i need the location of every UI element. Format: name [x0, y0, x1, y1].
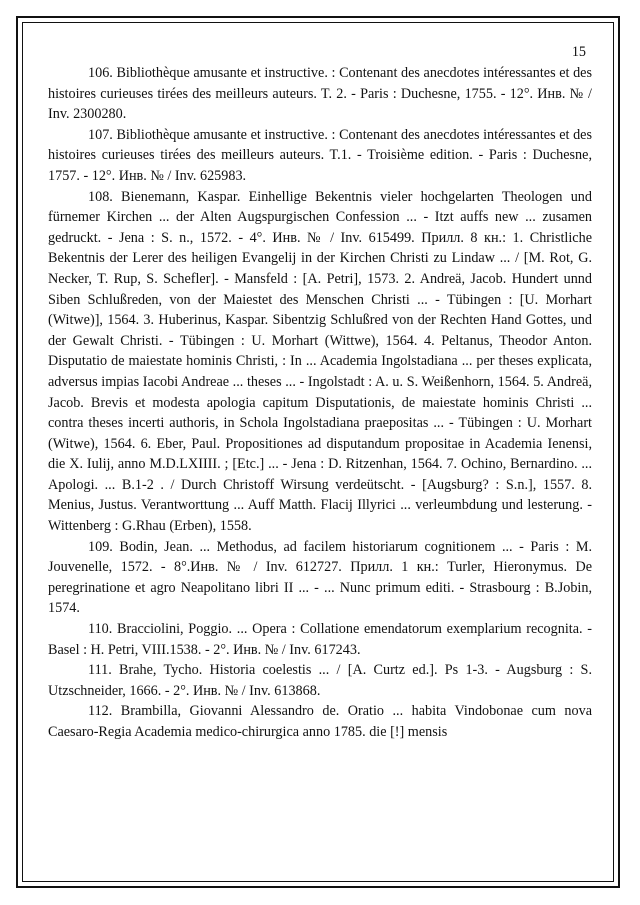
catalog-entry-110: 110. Bracciolini, Poggio. ... Opera : Collatione emendatorum exemplarium recognita. - Basel : H. Petri, VIII.1538. - 2°. Инв. № / Inv. 617243.: [48, 621, 592, 658]
catalog-entry-112: 112. Brambilla, Giovanni Alessandro de. Oratio ... habita Vindobonae cum nova Caesaro-Regia Academia medico-chirurgica anno 1785. die [!] mensis: [48, 703, 592, 740]
catalog-entry-109: 109. Bodin, Jean. ... Methodus, ad facilem historiarum cognitionem ... - Paris : M. Jouvenelle, 1572. - 8°.Инв. № / Inv. 612727. Прилл. 1 кн.: Turler, Hieronymus. De peregrinatione et agro Neapolitano libri II ... - ... Nunc primum editi. - Strasbourg : B.Jobin, 1574.: [48, 538, 592, 617]
catalog-entry-107: 107. Bibliothèque amusante et instructive. : Contenant des anecdotes intéressantes et des histoires curieuses tirées des meilleurs auteurs. T.1. - Troisième edition. - Paris : Duchesne, 1757. - 12°. Инв. № / Inv. 625983.: [48, 126, 592, 184]
page-content: [48, 42, 592, 743]
catalog-entry-108: 108. Bienemann, Kaspar. Einhellige Bekentnis vieler hochgelarten Theologen und fürnemer Kirchen ... der Alten Augspurgischen Confession ... - Itzt auffs new ... zusamen gedruckt. - Jena : S. n., 1572. - 4°. Инв. № / Inv. 615499. Прилл. 8 кн.: 1. Christliche Bekentnis der Lerer des heiligen Evangelij in der Kirchen Christi zu Lindaw ... / [M. Rot, G. Necker, T. Rup, S. Schefler]. - Mansfeld : [A. Petri], 1573. 2. Andreä, Jacob. Hundert unnd Siben Schlußreden, von der Maiestet des Menschen Christi ... - Tübingen : [U. Morhart (Witwe)], 1564. 3. Huberinus, Kaspar. Sibentzig Schlußred von der Rechten Hand Gottes, und der Gewalt Christi. - Tübingen : U. Morhart (Wittwe), 1564. 4. Peltanus, Theodor Anton. Disputatio de maiestate hominis Christi, : In ... Academia Ingolstadiana ... per theses explicata, adversus impias Iacobi Andreae ... theses ... - Ingolstadt : A. u. S. Weißenhorn, 1564. 5. Andreä, Jacob. Brevis et modesta apologia capitum Disputationis, de maiestate hominis Christi ... contra theses incerti authoris, in Schola Ingolstadiana praepositas ... - Tübingen : U. Morhart (Witwe), 1564. 6. Eber, Paul. Propositiones ad disputandum propositae in Academia Ienensi, die X. Iulij, anno M.D.LXIIII. ; [Etc.] ... - Jena : D. Ritzenhan, 1564. 7. Ochino, Bernardino. ... Apologi. ... B.1-2 . / Durch Christoff Wirsung verdeütscht. - [Augsburg? : S.n.], 1557. 8. Menius, Justus. Verantworttung ... Auff Matth. Flacij Illyrici ... verleumbdung und lesterung. - Wittenberg : G.Rhau (Erben), 1558.: [48, 188, 592, 535]
catalog-entry-111: 111. Brahe, Tycho. Historia coelestis ... / [A. Curtz ed.]. Ps 1-3. - Augsburg : S. Utzschneider, 1666. - 2°. Инв. № / Inv. 613868.: [48, 662, 592, 699]
page-number: 15: [571, 44, 586, 60]
catalog-entry-106: 106. Bibliothèque amusante et instructive. : Contenant des anecdotes intéressantes et des histoires curieuses tirées des meilleurs auteurs. T. 2. - Paris : Duchesne, 1755. - 12°. Инв. № / Inv. 2300280.: [48, 65, 592, 123]
